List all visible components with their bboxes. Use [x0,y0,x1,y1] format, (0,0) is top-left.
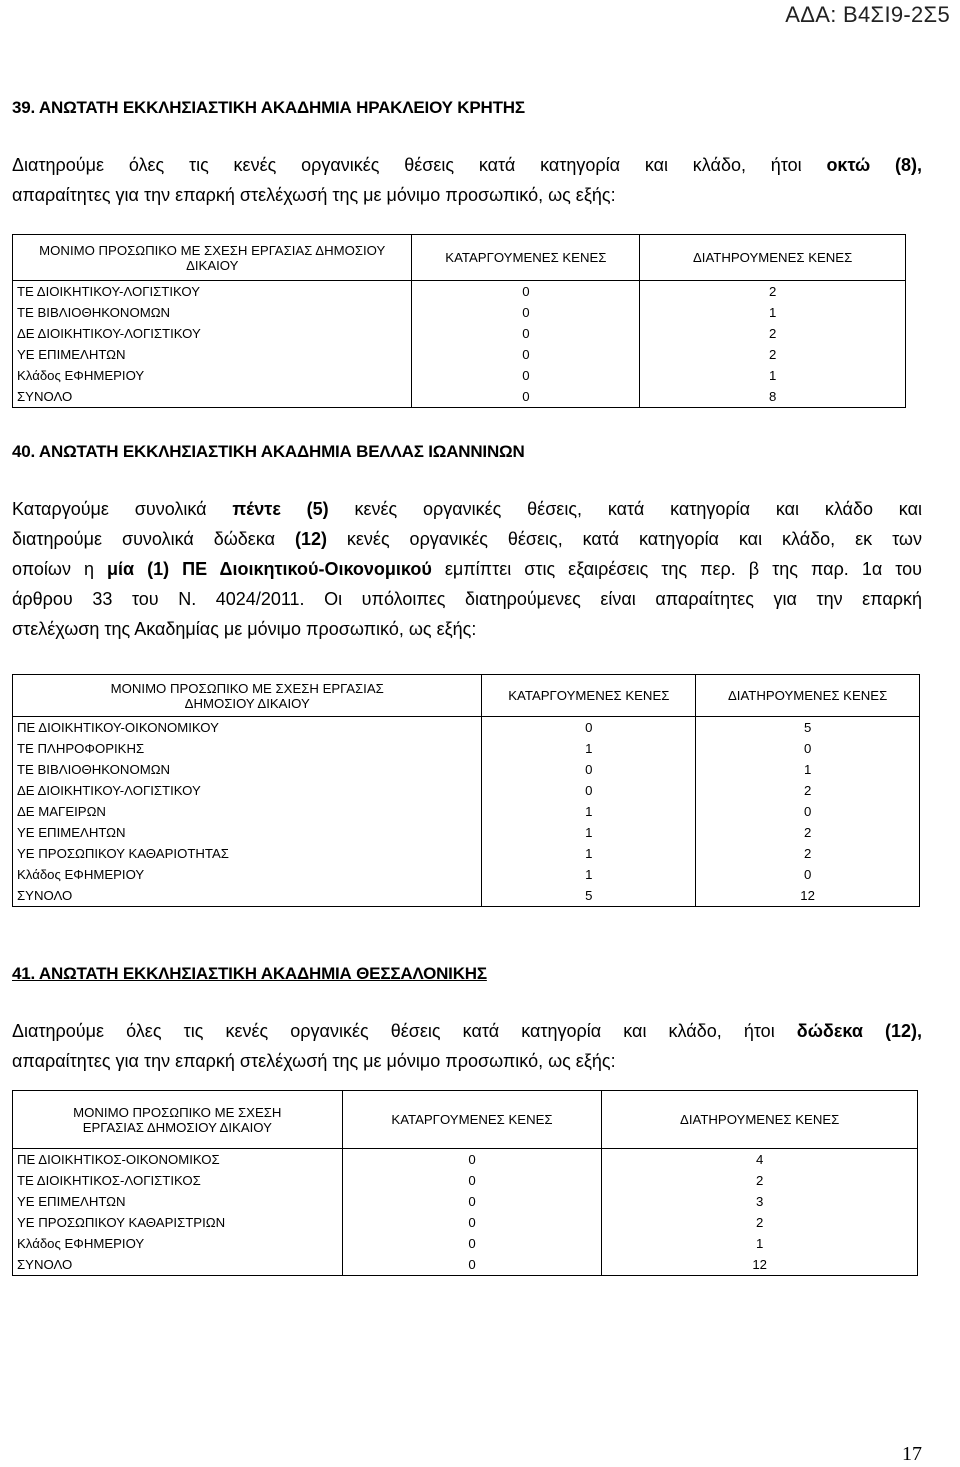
header-abolished: ΚΑΤΑΡΓΟΥΜΕΝΕΣ ΚΕΝΕΣ [412,235,640,281]
table-row: ΠΕ ΔΙΟΙΚΗΤΙΚΟΣ-ΟΙΚΟΝΟΜΙΚΟΣ 0 4 [13,1149,918,1171]
table-row: ΥΕ ΕΠΙΜΕΛΗΤΩΝ 0 2 [13,344,906,365]
table-row: Κλάδος ΕΦΗΜΕΡΙΟΥ 1 0 [13,864,920,885]
table-row: ΠΕ ΔΙΟΙΚΗΤΙΚΟΥ-ΟΙΚΟΝΟΜΙΚΟΥ 0 5 [13,717,920,739]
ada-code: ΑΔΑ: Β4ΣΙ9-2Σ5 [785,2,950,27]
section-39-paragraph: Διατηρούμε όλες τις κενές οργανικές θέσεις κατά κατηγορία και κλάδο, ήτοι οκτώ (8), απαραίτητες για την επαρκή στελέχωσή της με μόνιμο προσωπικό, ως εξής: [12,155,922,205]
section-41-paragraph: Διατηρούμε όλες τις κενές οργανικές θέσεις κατά κατηγορία και κλάδο, ήτοι δώδεκα (12), απαραίτητες για την επαρκή στελέχωσή της με μόνιμο προσωπικό, ως εξής: [12,1021,922,1071]
table-header-row [13,675,920,717]
table-row: ΤΕ ΒΙΒΛΙΟΘΗΚΟΝΟΜΩΝ 0 1 [13,302,906,323]
section-39-table [12,234,906,408]
table-row: Κλάδος ΕΦΗΜΕΡΙΟΥ 0 1 [13,1233,918,1254]
table-row: ΤΕ ΒΙΒΛΙΟΘΗΚΟΝΟΜΩΝ 0 1 [13,759,920,780]
table-row: Κλάδος ΕΦΗΜΕΡΙΟΥ 0 1 [13,365,906,386]
page-number: 17 [902,1443,922,1465]
table-row: ΥΕ ΕΠΙΜΕΛΗΤΩΝ 1 2 [13,822,920,843]
table-row: ΥΕ ΕΠΙΜΕΛΗΤΩΝ 0 3 [13,1191,918,1212]
table-total-row: ΣΥΝΟΛΟ 0 12 [13,1254,918,1276]
table-row: ΥΕ ΠΡΟΣΩΠΙΚΟΥ ΚΑΘΑΡΙΣΤΡΙΩΝ 0 2 [13,1212,918,1233]
section-39-heading: 39. ΑΝΩΤΑΤΗ ΕΚΚΛΗΣΙΑΣΤΙΚΗ ΑΚΑΔΗΜΙΑ ΗΡΑΚΛΕΙΟΥ ΚΡΗΤΗΣ [12,98,525,117]
header-retained: ΔΙΑΤΗΡΟΥΜΕΝΕΣ ΚΕΝΕΣ [602,1091,918,1149]
header-staff: ΜΟΝΙΜΟ ΠΡΟΣΩΠΙΚΟ ΜΕ ΣΧΕΣΗ ΕΡΓΑΣΙΑΣ ΔΗΜΟΣΙΟΥ ΔΙΚΑΙΟΥ [13,1091,343,1149]
header-abolished: ΚΑΤΑΡΓΟΥΜΕΝΕΣ ΚΕΝΕΣ [342,1091,602,1149]
header-retained: ΔΙΑΤΗΡΟΥΜΕΝΕΣ ΚΕΝΕΣ [640,235,906,281]
table-row: ΤΕ ΔΙΟΙΚΗΤΙΚΟΥ-ΛΟΓΙΣΤΙΚΟΥ 0 2 [13,281,906,303]
table-row: ΤΕ ΠΛΗΡΟΦΟΡΙΚΗΣ 1 0 [13,738,920,759]
table-total-row: ΣΥΝΟΛΟ 0 8 [13,386,906,408]
table-header-row [13,1091,918,1149]
table-row: ΔΕ ΔΙΟΙΚΗΤΙΚΟΥ-ΛΟΓΙΣΤΙΚΟΥ 0 2 [13,323,906,344]
section-40-paragraph: Καταργούμε συνολικά πέντε (5) κενές οργανικές θέσεις, κατά κατηγορία και κλάδο και διατηρούμε συνολικά δώδεκα (12) κενές οργανικές θέσεις, κατά κατηγορία και κλάδο, εκ των οποίων η μία (1) ΠΕ Διοικητικού-Οικονομικού εμπίπτει στις εξαιρέσεις της περ. β της παρ. 1α του άρθρου 33 του Ν. 4024/2011. Οι υπόλοιπες διατηρούμενες είναι απαραίτητες για την επαρκή στελέχωση της Ακαδημίας με μόνιμο προσωπικό, ως εξής: [12,499,922,639]
header-staff: ΜΟΝΙΜΟ ΠΡΟΣΩΠΙΚΟ ΜΕ ΣΧΕΣΗ ΕΡΓΑΣΙΑΣ ΔΗΜΟΣΙΟΥ ΔΙΚΑΙΟΥ [13,675,482,717]
table-row: ΥΕ ΠΡΟΣΩΠΙΚΟΥ ΚΑΘΑΡΙΟΤΗΤΑΣ 1 2 [13,843,920,864]
table-header-row [13,235,906,281]
header-staff: ΜΟΝΙΜΟ ΠΡΟΣΩΠΙΚΟ ΜΕ ΣΧΕΣΗ ΕΡΓΑΣΙΑΣ ΔΗΜΟΣΙΟΥ ΔΙΚΑΙΟΥ [13,235,412,281]
table-row: ΔΕ ΜΑΓΕΙΡΩΝ 1 0 [13,801,920,822]
table-total-row: ΣΥΝΟΛΟ 5 12 [13,885,920,907]
table-row: ΤΕ ΔΙΟΙΚΗΤΙΚΟΣ-ΛΟΓΙΣΤΙΚΟΣ 0 2 [13,1170,918,1191]
header-retained: ΔΙΑΤΗΡΟΥΜΕΝΕΣ ΚΕΝΕΣ [696,675,920,717]
section-41-table [12,1090,918,1276]
section-41-heading: 41. ΑΝΩΤΑΤΗ ΕΚΚΛΗΣΙΑΣΤΙΚΗ ΑΚΑΔΗΜΙΑ ΘΕΣΣΑΛΟΝΙΚΗΣ [12,964,487,983]
header-abolished: ΚΑΤΑΡΓΟΥΜΕΝΕΣ ΚΕΝΕΣ [482,675,696,717]
section-40-table [12,674,920,907]
table-row: ΔΕ ΔΙΟΙΚΗΤΙΚΟΥ-ΛΟΓΙΣΤΙΚΟΥ 0 2 [13,780,920,801]
section-40-heading: 40. ΑΝΩΤΑΤΗ ΕΚΚΛΗΣΙΑΣΤΙΚΗ ΑΚΑΔΗΜΙΑ ΒΕΛΛΑΣ ΙΩΑΝΝΙΝΩΝ [12,442,525,461]
